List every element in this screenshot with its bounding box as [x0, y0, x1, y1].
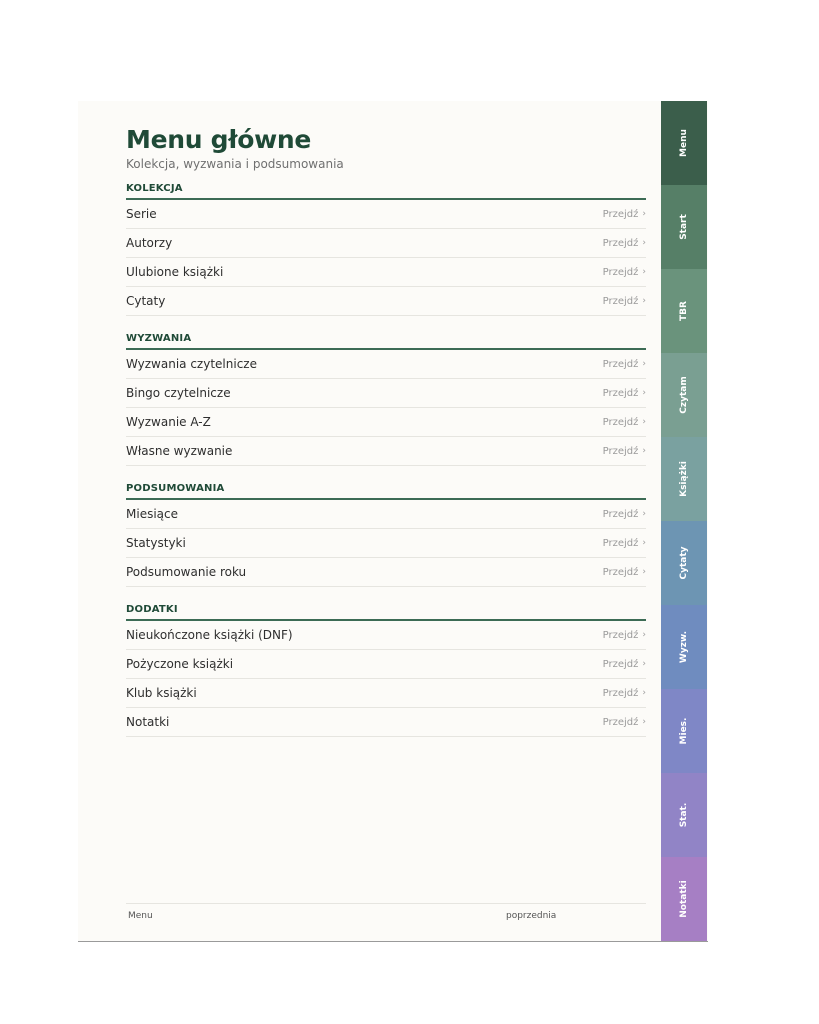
go-link-label: Przejdź	[602, 295, 639, 307]
go-link-label: Przejdź	[602, 387, 639, 399]
chevron-right-icon: ›	[642, 238, 646, 248]
menu-item-cytaty[interactable]	[126, 287, 646, 316]
section-title: DODATKI	[126, 604, 646, 621]
menu-item-label: Nieukończone książki (DNF)	[126, 628, 293, 642]
section-podsumowania	[126, 483, 646, 587]
go-link-label: Przejdź	[602, 266, 639, 278]
go-link[interactable]	[603, 388, 646, 399]
tab-notatki[interactable]	[661, 857, 707, 941]
menu-item-autorzy[interactable]	[126, 229, 646, 258]
go-link[interactable]	[603, 717, 646, 728]
tab-ksiazki[interactable]	[661, 437, 707, 521]
go-link-label: Przejdź	[602, 687, 639, 699]
go-link[interactable]	[603, 359, 646, 370]
menu-item-label: Wyzwanie A-Z	[126, 415, 211, 429]
go-link[interactable]	[603, 267, 646, 278]
go-link-label: Przejdź	[602, 629, 639, 641]
menu-item-label: Wyzwania czytelnicze	[126, 357, 257, 371]
section-title: KOLEKCJA	[126, 183, 646, 200]
go-link-label: Przejdź	[602, 358, 639, 370]
menu-item-wyzwanie-a-z[interactable]	[126, 408, 646, 437]
menu-item-label: Miesiące	[126, 507, 178, 521]
chevron-right-icon: ›	[642, 717, 646, 727]
menu-item-label: Podsumowanie roku	[126, 565, 247, 579]
menu-item-label: Pożyczone książki	[126, 657, 234, 671]
go-link-label: Przejdź	[602, 537, 639, 549]
tab-label: Mies.	[679, 717, 689, 745]
footer-previous-link[interactable]: poprzednia	[506, 911, 557, 921]
chevron-right-icon: ›	[642, 388, 646, 398]
menu-item-statystyki[interactable]	[126, 529, 646, 558]
chevron-right-icon: ›	[642, 688, 646, 698]
go-link-label: Przejdź	[602, 658, 639, 670]
chevron-right-icon: ›	[642, 296, 646, 306]
menu-item-bingo-czytelnicze[interactable]	[126, 379, 646, 408]
menu-item-label: Klub książki	[126, 686, 197, 700]
tab-menu[interactable]	[661, 101, 707, 185]
tab-czytam[interactable]	[661, 353, 707, 437]
menu-item-notatki[interactable]	[126, 708, 646, 737]
planner-page	[78, 101, 708, 942]
go-link-label: Przejdź	[602, 208, 639, 220]
menu-item-pozyczone-ksiazki[interactable]	[126, 650, 646, 679]
tab-miesiace[interactable]	[661, 689, 707, 773]
chevron-right-icon: ›	[642, 630, 646, 640]
menu-item-wyzwania-czytelnicze[interactable]	[126, 350, 646, 379]
section-title: WYZWANIA	[126, 333, 646, 350]
tab-wyzwania[interactable]	[661, 605, 707, 689]
menu-item-label: Cytaty	[126, 294, 166, 308]
menu-item-label: Autorzy	[126, 236, 173, 250]
side-tabs	[661, 101, 707, 941]
footer-menu-link[interactable]: Menu	[128, 911, 153, 921]
menu-item-klub-ksiazki[interactable]	[126, 679, 646, 708]
chevron-right-icon: ›	[642, 538, 646, 548]
menu-item-label: Statystyki	[126, 536, 186, 550]
menu-item-label: Serie	[126, 207, 157, 221]
chevron-right-icon: ›	[642, 659, 646, 669]
menu-item-podsumowanie-roku[interactable]	[126, 558, 646, 587]
chevron-right-icon: ›	[642, 446, 646, 456]
tab-label: Notatki	[679, 880, 689, 918]
tab-label: Książki	[679, 461, 689, 497]
menu-item-dnf[interactable]	[126, 621, 646, 650]
section-wyzwania	[126, 333, 646, 466]
go-link-label: Przejdź	[602, 566, 639, 578]
page-title: Menu główne	[126, 125, 312, 154]
tab-label: Cytaty	[679, 546, 689, 580]
tab-label: Wyzw.	[679, 630, 689, 664]
go-link-label: Przejdź	[602, 237, 639, 249]
tab-tbr[interactable]	[661, 269, 707, 353]
menu-item-label: Notatki	[126, 715, 170, 729]
go-link[interactable]	[603, 688, 646, 699]
page-subtitle: Kolekcja, wyzwania i podsumowania	[126, 157, 344, 171]
tab-statystyki[interactable]	[661, 773, 707, 857]
chevron-right-icon: ›	[642, 267, 646, 277]
go-link[interactable]	[603, 446, 646, 457]
tab-label: Start	[679, 214, 689, 240]
menu-item-label: Ulubione książki	[126, 265, 224, 279]
menu-item-serie[interactable]	[126, 200, 646, 229]
chevron-right-icon: ›	[642, 567, 646, 577]
go-link[interactable]	[603, 209, 646, 220]
go-link-label: Przejdź	[602, 445, 639, 457]
go-link[interactable]	[603, 659, 646, 670]
page-footer	[126, 903, 646, 921]
menu-item-label: Własne wyzwanie	[126, 444, 233, 458]
chevron-right-icon: ›	[642, 359, 646, 369]
menu-item-miesiace[interactable]	[126, 500, 646, 529]
chevron-right-icon: ›	[642, 417, 646, 427]
go-link-label: Przejdź	[602, 508, 639, 520]
chevron-right-icon: ›	[642, 209, 646, 219]
go-link-label: Przejdź	[602, 416, 639, 428]
section-dodatki	[126, 604, 646, 737]
tab-label: TBR	[679, 301, 689, 321]
go-link[interactable]	[603, 509, 646, 520]
menu-item-wlasne-wyzwanie[interactable]	[126, 437, 646, 466]
tab-label: Stat.	[679, 802, 689, 828]
go-link[interactable]	[603, 296, 646, 307]
tab-cytaty[interactable]	[661, 521, 707, 605]
go-link[interactable]	[603, 417, 646, 428]
go-link[interactable]	[603, 567, 646, 578]
menu-content	[126, 125, 646, 737]
go-link[interactable]	[603, 238, 646, 249]
chevron-right-icon: ›	[642, 509, 646, 519]
section-title: PODSUMOWANIA	[126, 483, 646, 500]
go-link[interactable]	[603, 538, 646, 549]
tab-label: Czytam	[679, 376, 689, 414]
tab-start[interactable]	[661, 185, 707, 269]
go-link[interactable]	[603, 630, 646, 641]
go-link-label: Przejdź	[602, 716, 639, 728]
section-kolekcja	[126, 183, 646, 316]
tab-label: Menu	[679, 129, 689, 157]
menu-item-label: Bingo czytelnicze	[126, 386, 231, 400]
menu-item-ulubione-ksiazki[interactable]	[126, 258, 646, 287]
